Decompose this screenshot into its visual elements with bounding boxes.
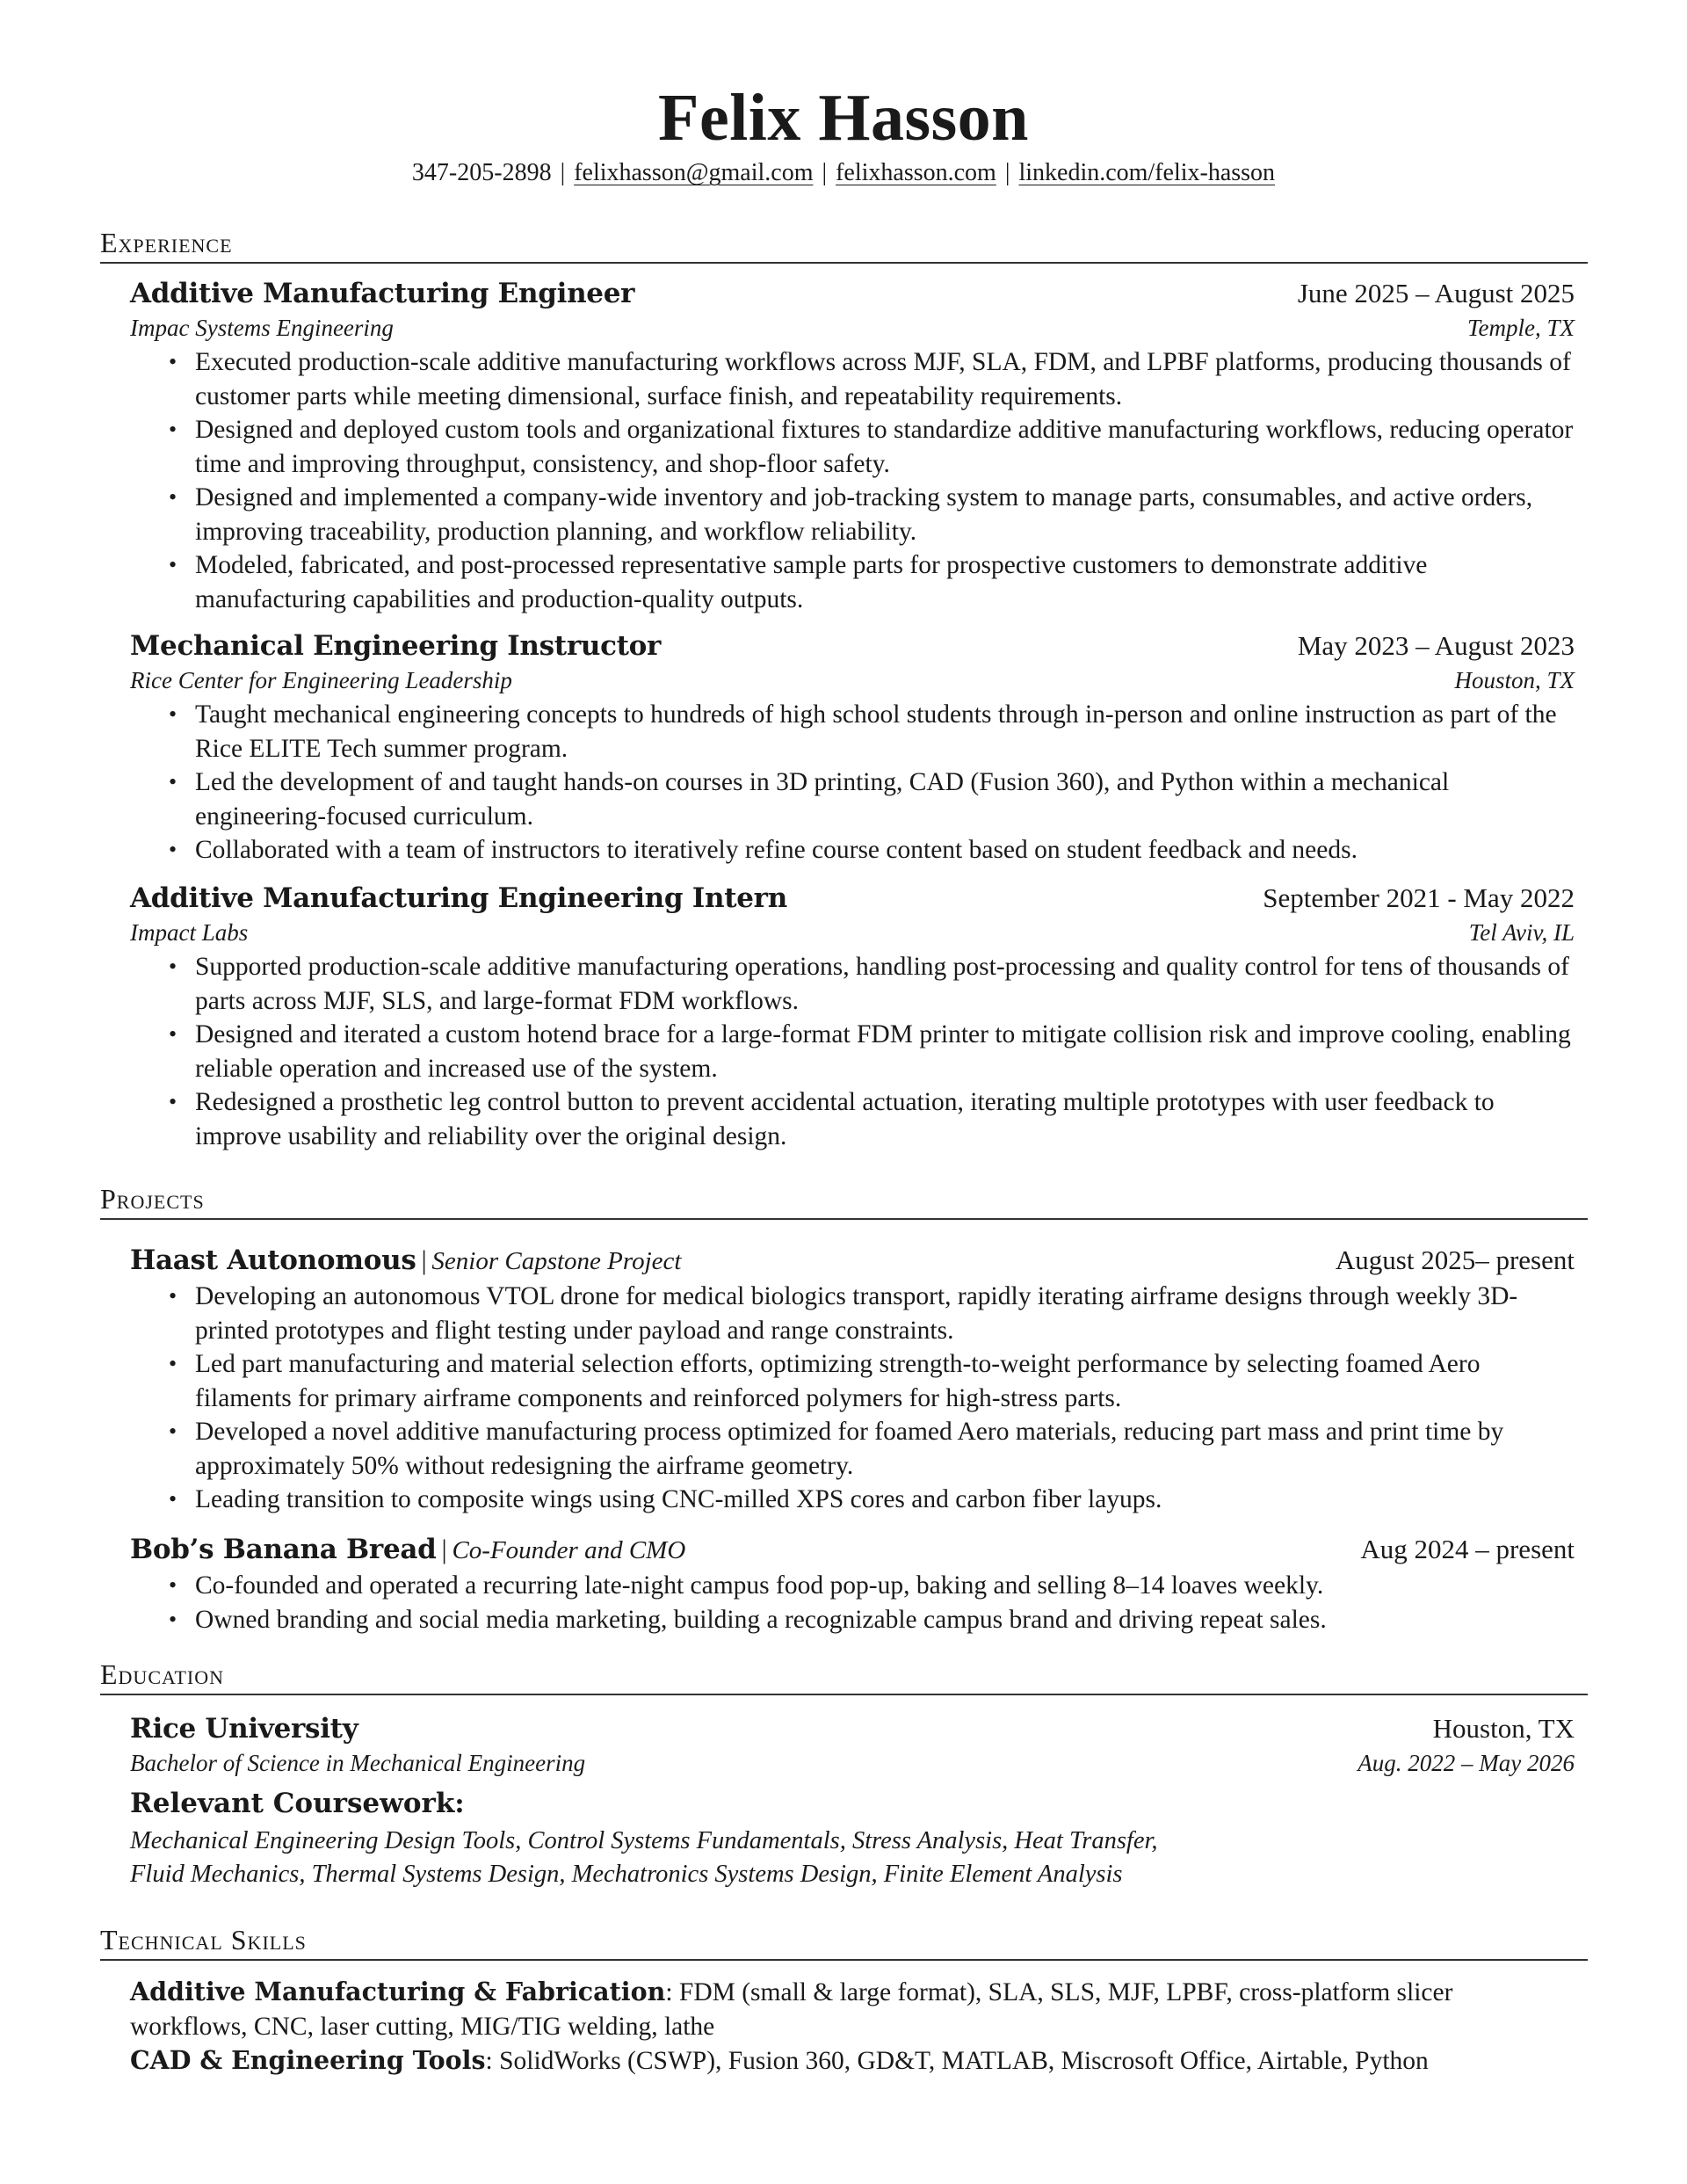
phone-number: 347-205-2898: [411, 159, 552, 186]
project-heading: Haast Autonomous | Senior Capstone Project: [130, 1244, 682, 1276]
coursework-list: [130, 1825, 1575, 1891]
project-dates: Aug 2024 – present: [1360, 1534, 1575, 1564]
project-entry: [130, 1534, 1575, 1636]
job-organization: Impac Systems Engineering: [130, 315, 394, 341]
project-role: Co-Founder and CMO: [452, 1536, 686, 1564]
job-dates: June 2025 – August 2025: [1297, 278, 1575, 308]
bullet-item: • Taught mechanical engineering concepts to hundreds of high school students through in-person and online instruction as part of the Rice ELITE Tech summer program.: [195, 698, 1575, 765]
bullet-item: • Led part manufacturing and material selection efforts, optimizing strength-to-weight performance by selecting foamed Aero filaments for primary airframe components and reinforced polymers for high-stress parts.: [195, 1347, 1575, 1415]
website-link[interactable]: felixhasson.com: [836, 159, 996, 186]
job-organization: Impact Labs: [130, 919, 249, 946]
school-name: Rice University: [130, 1713, 358, 1745]
job-dates: May 2023 – August 2023: [1297, 630, 1575, 661]
degree: Bachelor of Science in Mechanical Engineering: [130, 1750, 586, 1776]
experience-entry: [130, 882, 1575, 1153]
separator: |: [1004, 159, 1010, 186]
bullet-item: • Developing an autonomous VTOL drone for medical biologics transport, rapidly iterating airframe designs through weekly 3D-printed prototypes and flight testing under payload and range constraints.: [195, 1280, 1575, 1347]
bullet-item: • Designed and deployed custom tools and organizational fixtures to standardize additive manufacturing workflows, reducing operator time and improving throughput, consistency, and shop-floor safety.: [195, 413, 1575, 481]
section-title-projects: Projects: [100, 1184, 1588, 1220]
job-location: Houston, TX: [1454, 667, 1575, 693]
job-location: Temple, TX: [1466, 315, 1575, 341]
school-location: Houston, TX: [1432, 1713, 1575, 1744]
job-location: Tel Aviv, IL: [1468, 919, 1575, 946]
job-title: Mechanical Engineering Instructor: [130, 630, 662, 662]
bullet-item: • Owned branding and social media marketing, building a recognizable campus brand and driving repeat sales.: [195, 1603, 1575, 1637]
bullet-item: • Modeled, fabricated, and post-processed representative sample parts for prospective customers to demonstrate additive manufacturing capabilities and production-quality outputs.: [195, 548, 1575, 616]
project-name: Haast Autonomous: [130, 1244, 416, 1276]
skill-value: : SolidWorks (CSWP), Fusion 360, GD&T, MATLAB, Miscrosoft Office, Airtable, Python: [485, 2047, 1429, 2075]
project-bullets: [130, 1569, 1575, 1636]
bullet-item: • Supported production-scale additive manufacturing operations, handling post-processing and quality control for tens of thousands of parts across MJF, SLS, and large-format FDM workflows.: [195, 950, 1575, 1018]
education-dates: Aug. 2022 – May 2026: [1358, 1750, 1575, 1776]
coursework-line: Mechanical Engineering Design Tools, Control Systems Fundamentals, Stress Analysis, Heat Transfer,: [130, 1827, 1158, 1854]
email-link[interactable]: felixhasson@gmail.com: [574, 159, 814, 186]
job-bullets: [130, 698, 1575, 867]
candidate-name: Felix Hasson: [658, 81, 1029, 155]
job-bullets: [130, 950, 1575, 1153]
skill-row: [130, 2043, 1575, 2079]
skill-label: Additive Manufacturing & Fabrication: [130, 1977, 666, 2006]
job-title: Additive Manufacturing Engineer: [130, 278, 635, 309]
project-entry: [130, 1244, 1575, 1517]
project-bullets: [130, 1280, 1575, 1517]
bullet-item: • Redesigned a prosthetic leg control button to prevent accidental actuation, iterating multiple prototypes with user feedback to improve usability and reliability over the original design.: [195, 1085, 1575, 1153]
bullet-item: • Co-founded and operated a recurring late-night campus food pop-up, baking and selling 8–14 loaves weekly.: [195, 1569, 1575, 1603]
separator: |: [560, 159, 566, 186]
linkedin-link[interactable]: linkedin.com/felix-hasson: [1018, 159, 1276, 186]
job-organization: Rice Center for Engineering Leadership: [130, 667, 512, 693]
project-role: Senior Capstone Project: [431, 1247, 682, 1275]
coursework-title: Relevant Coursework:: [130, 1788, 465, 1819]
job-bullets: [130, 345, 1575, 616]
project-dates: August 2025– present: [1335, 1244, 1575, 1275]
job-dates: September 2021 - May 2022: [1263, 882, 1575, 913]
section-title-experience: Experience: [100, 228, 1588, 264]
education-entry: [130, 1713, 1575, 1891]
skill-row: [130, 1975, 1575, 2043]
contact-line: [0, 158, 1687, 188]
job-title: Additive Manufacturing Engineering Intern: [130, 882, 787, 914]
coursework-line: Fluid Mechanics, Thermal Systems Design, Mechatronics Systems Design, Finite Element Analysis: [130, 1861, 1123, 1888]
bullet-item: • Designed and implemented a company-wide inventory and job-tracking system to manage parts, consumables, and active orders, improving traceability, production planning, and workflow reliability.: [195, 481, 1575, 548]
project-name: Bob’s Banana Bread: [130, 1534, 437, 1565]
section-title-skills: Technical Skills: [100, 1925, 1588, 1961]
experience-entry: [130, 630, 1575, 867]
skill-value: : FDM (small & large format), SLA, SLS, MJF, LPBF, cross-platform slicer workflows, CNC, laser cutting, MIG/TIG welding, lathe: [130, 1978, 1453, 2041]
bullet-item: • Developed a novel additive manufacturing process optimized for foamed Aero materials, reducing part mass and print time by approximately 50% without redesigning the airframe geometry.: [195, 1415, 1575, 1483]
separator: |: [822, 159, 828, 186]
experience-entry: [130, 278, 1575, 616]
skill-label: CAD & Engineering Tools: [130, 2045, 486, 2075]
skills-list: [130, 1975, 1575, 2079]
project-heading: Bob’s Banana Bread | Co-Founder and CMO: [130, 1534, 686, 1565]
bullet-item: • Led the development of and taught hands-on courses in 3D printing, CAD (Fusion 360), and Python within a mechanical engineering-focused curriculum.: [195, 765, 1575, 833]
section-title-education: Education: [100, 1659, 1588, 1695]
bullet-item: • Collaborated with a team of instructors to iteratively refine course content based on student feedback and needs.: [195, 833, 1575, 867]
bullet-item: • Designed and iterated a custom hotend brace for a large-format FDM printer to mitigate collision risk and improve cooling, enabling reliable operation and increased use of the system.: [195, 1018, 1575, 1085]
bullet-item: • Executed production-scale additive manufacturing workflows across MJF, SLA, FDM, and LPBF platforms, producing thousands of customer parts while meeting dimensional, surface finish, and repeatability requirements.: [195, 345, 1575, 413]
bullet-item: • Leading transition to composite wings using CNC-milled XPS cores and carbon fiber layups.: [195, 1483, 1575, 1517]
